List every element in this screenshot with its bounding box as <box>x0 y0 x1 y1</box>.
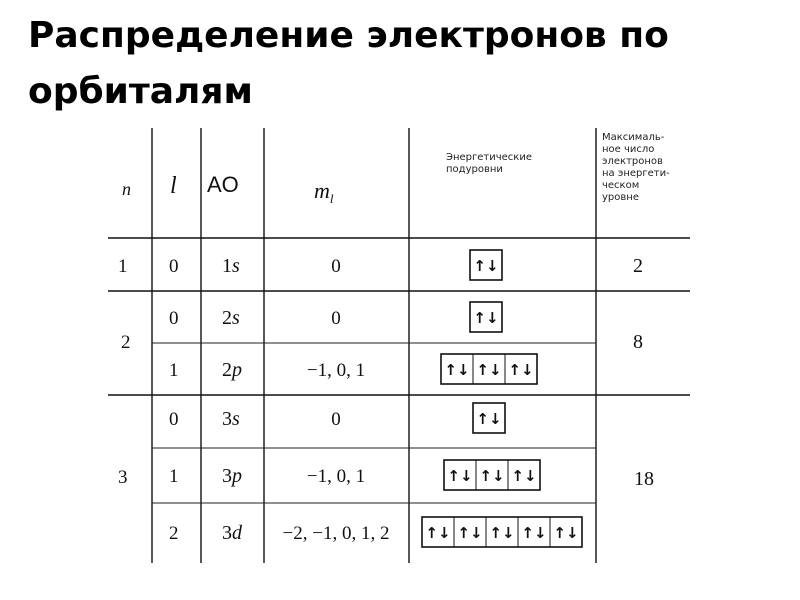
header-energy-line-2: подуровни <box>446 164 503 175</box>
header-ao: AO <box>207 172 239 197</box>
orbital-diagram-2p <box>441 354 537 384</box>
header-energy <box>446 152 535 175</box>
sublevel-ml-3p: −1, 0, 1 <box>306 466 366 487</box>
sublevel-ml-2s: 0 <box>331 308 341 329</box>
sublevel-ao-letter: s <box>232 307 240 329</box>
electron-pair-arrows: ↑↓ <box>447 467 473 485</box>
header-max-line-2: ное число <box>602 144 655 155</box>
sublevel-ao-number: 2 <box>222 307 232 329</box>
orbital-diagram-3p <box>444 460 540 490</box>
orbital-diagram-3s <box>473 403 505 433</box>
sublevel-ml-3s: 0 <box>331 409 341 430</box>
sublevel-l-3s: 0 <box>169 409 179 430</box>
sublevel-ao-1s <box>222 255 240 277</box>
electron-pair-arrows: ↑↓ <box>476 361 502 379</box>
header-max-line-1: Максималь- <box>602 132 665 143</box>
header-ml <box>314 178 334 206</box>
sublevel-ao-letter: p <box>232 465 242 487</box>
header-ml-sub: l <box>329 191 334 206</box>
sublevel-ao-letter: s <box>232 255 240 277</box>
sublevel-ao-number: 3 <box>222 522 232 544</box>
electron-pair-arrows: ↑↓ <box>511 467 537 485</box>
electron-pair-arrows: ↑↓ <box>489 524 515 542</box>
header-ml-m: m <box>314 178 330 203</box>
electron-pair-arrows: ↑↓ <box>476 410 502 428</box>
sublevel-ao-3d <box>222 522 243 544</box>
sublevel-ao-letter: d <box>232 522 242 544</box>
header-max-line-6: уровне <box>602 192 639 203</box>
sublevel-ao-number: 1 <box>222 255 232 277</box>
sublevel-ao-letter: s <box>232 408 240 430</box>
sublevel-l-2p: 1 <box>169 360 179 381</box>
sublevel-ao-number: 2 <box>222 359 232 381</box>
sublevel-ao-3s <box>222 408 240 430</box>
level-max-2: 8 <box>633 331 643 353</box>
sublevel-ao-2p <box>222 359 242 381</box>
electron-pair-arrows: ↑↓ <box>508 361 534 379</box>
level-n-2: 2 <box>121 332 131 353</box>
orbital-diagram-1s <box>470 250 502 280</box>
header-max-electrons <box>602 132 673 203</box>
header-energy-line-1: Энергетические <box>446 152 533 163</box>
electron-pair-arrows: ↑↓ <box>473 257 499 275</box>
header-max-line-3: электронов <box>602 156 663 167</box>
sublevel-ml-3d: −2, −1, 0, 1, 2 <box>282 523 390 544</box>
sublevel-ml-1s: 0 <box>331 256 341 277</box>
electron-pair-arrows: ↑↓ <box>521 524 547 542</box>
electron-pair-arrows: ↑↓ <box>479 467 505 485</box>
orbital-diagram-3d <box>422 517 582 547</box>
level-max-3: 18 <box>634 468 654 490</box>
sublevel-ao-3p <box>222 465 242 487</box>
header-max-line-5: ческом <box>602 180 640 191</box>
sublevel-l-3p: 1 <box>169 466 179 487</box>
sublevel-ao-number: 3 <box>222 465 232 487</box>
sublevel-ao-2s <box>222 307 240 329</box>
slide-title: Распределение электронов по орбиталям <box>28 15 669 112</box>
orbital-diagram-2s <box>470 302 502 332</box>
header-n: n <box>122 179 131 199</box>
level-n-3: 3 <box>118 467 128 488</box>
electron-pair-arrows: ↑↓ <box>553 524 579 542</box>
header-max-line-4: на энергети- <box>602 168 670 179</box>
sublevel-l-2s: 0 <box>169 308 179 329</box>
level-max-1: 2 <box>633 255 643 277</box>
sublevel-ao-letter: p <box>232 359 242 381</box>
sublevel-ml-2p: −1, 0, 1 <box>306 360 366 381</box>
sublevel-rows <box>169 250 582 547</box>
sublevel-l-3d: 2 <box>169 523 179 544</box>
electron-pair-arrows: ↑↓ <box>444 361 470 379</box>
sublevel-ao-number: 3 <box>222 408 232 430</box>
electron-pair-arrows: ↑↓ <box>425 524 451 542</box>
level-n-1: 1 <box>118 256 128 277</box>
electron-pair-arrows: ↑↓ <box>473 309 499 327</box>
header-l: l <box>170 173 177 199</box>
electron-pair-arrows: ↑↓ <box>457 524 483 542</box>
sublevel-l-1s: 0 <box>169 256 179 277</box>
